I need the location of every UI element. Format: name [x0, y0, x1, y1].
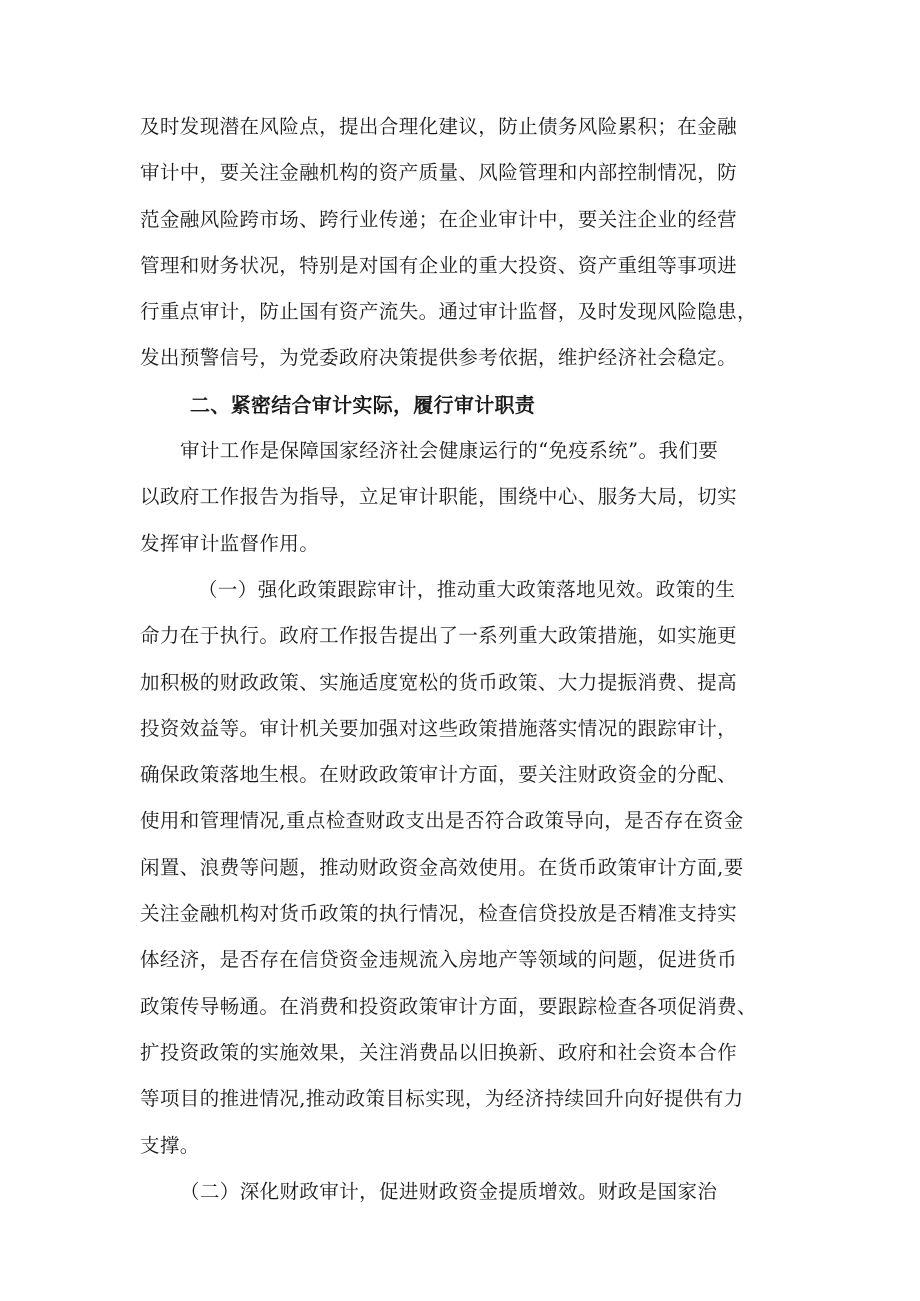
text-line: 确保政策落地生根。在财政政策审计方面，要关注财政资金的分配、 [140, 763, 738, 787]
paragraph-risk-audit [140, 104, 800, 382]
text-line: 闲置、浪费等问题，推动财政资金高效使用。在货币政策审计方面,要 [140, 855, 744, 879]
text-line: 审计中，要关注金融机构的资产质量、风险管理和内部控制情况，防 [140, 161, 738, 185]
text-line: 范金融风险跨市场、跨行业传递；在企业审计中，要关注企业的经营 [140, 207, 738, 231]
section-heading: 二、紧密结合审计实际，履行审计职责 [190, 392, 536, 417]
text-line: （一）强化政策跟踪审计，推动重大政策落地见效。政策的生 [198, 577, 736, 601]
text-line: 审计工作是保障国家经济社会健康运行的“免疫系统”。我们要 [180, 439, 719, 463]
paragraph-fiscal-audit [140, 1169, 800, 1215]
text-line: 发出预警信号，为党委政府决策提供参考依据，维护经济社会稳定。 [140, 346, 738, 370]
document-body [140, 104, 800, 1215]
text-line: 投资效益等。审计机关要加强对这些政策措施落实情况的跟踪审计， [140, 716, 738, 740]
text-line: 等项目的推进情况,推动政策目标实现，为经济持续回升向好提供有力 [140, 1087, 744, 1111]
text-line: 行重点审计，防止国有资产流失。通过审计监督，及时发现风险隐患， [140, 300, 757, 324]
text-line: 政策传导畅通。在消费和投资政策审计方面，要跟踪检查各项促消费、 [140, 994, 757, 1018]
text-line: 命力在于执行。政府工作报告提出了一系列重大政策措施，如实施更 [140, 624, 738, 648]
text-line: 加积极的财政政策、实施适度宽松的货币政策、大力提振消费、提高 [140, 670, 738, 694]
text-line: 扩投资政策的实施效果，关注消费品以旧换新、政府和社会资本合作 [140, 1040, 738, 1064]
text-line: 支撑。 [140, 1133, 200, 1157]
text-line: 管理和财务状况，特别是对国有企业的重大投资、资产重组等事项进 [140, 253, 738, 277]
text-line: （二）深化财政审计，促进财政资金提质增效。财政是国家治 [180, 1179, 718, 1203]
text-line: 发挥审计监督作用。 [140, 531, 320, 555]
text-line: 体经济，是否存在信贷资金违规流入房地产等领域的问题，促进货币 [140, 948, 738, 972]
paragraph-immune-system [140, 428, 800, 567]
text-line: 以政府工作报告为指导，立足审计职能，围绕中心、服务大局，切实 [140, 485, 738, 509]
text-line: 使用和管理情况,重点检查财政支出是否符合政策导向，是否存在资金 [140, 809, 744, 833]
text-line: 及时发现潜在风险点，提出合理化建议，防止债务风险累积；在金融 [140, 115, 738, 138]
text-line: 关注金融机构对货币政策的执行情况，检查信贷投放是否精准支持实 [140, 902, 738, 926]
paragraph-policy-audit [140, 567, 800, 1169]
